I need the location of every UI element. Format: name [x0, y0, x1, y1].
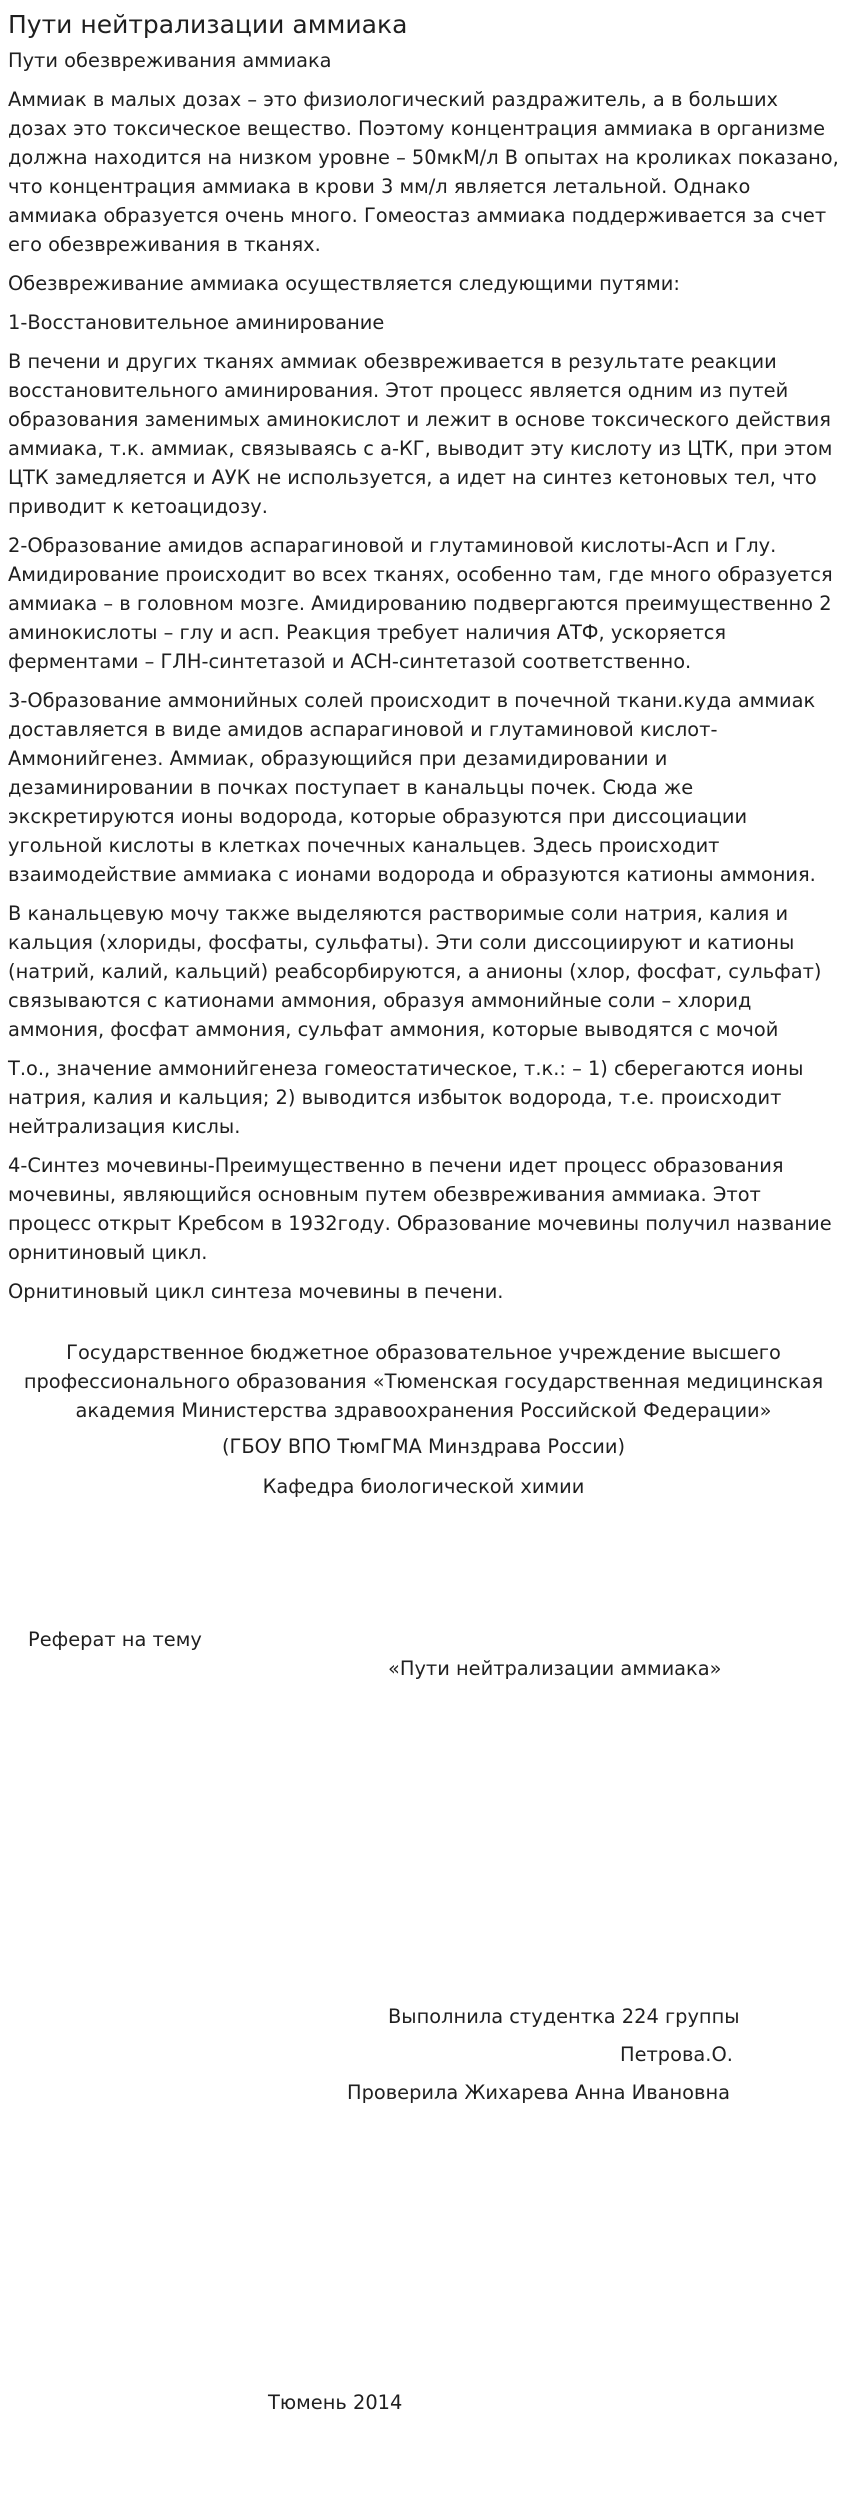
institution-abbreviation: (ГБОУ ВПО ТюмГМА Минздрава России): [221, 1435, 626, 1458]
institution-name: Государственное бюджетное образовательное учреждение высшего профессионального образования «Тюменская государственная медицинская академия Министерства здравоохранения Российской Федерации»: [23, 1341, 824, 1422]
performed-by: Выполнила студентка 224 группы: [388, 2005, 740, 2028]
paragraph: Орнитиновый цикл синтеза мочевины в печени.: [8, 1280, 504, 1303]
student-name: Петрова.О.: [620, 2043, 733, 2066]
paragraph: В печени и других тканях аммиак обезвреживается в результате реакции восстановительного аминирования. Этот процесс является одним из путей образования заменимых аминокислот и лежит в основе токсического действия аммиака, т.к. аммиак, связываясь с а-КГ, выводит эту кислоту из ЦТК, при этом ЦТК замедляется и АУК не используется, а идет на синтез кетоновых тел, что приводит к кетоацидозу.: [8, 350, 833, 518]
paragraph: В канальцевую мочу также выделяются растворимые соли натрия, калия и кальция (хлориды, фосфаты, сульфаты). Эти соли диссоциируют и катионы (натрий, калий, кальций) реабсорбируются, а анионы (хлор, фосфат, сульфат) связываются с катионами аммония, образуя аммонийные соли – хлорид аммония, фосфат аммония, сульфат аммония, которые выводятся с мочой: [8, 902, 822, 1041]
essay-label: Реферат на тему: [28, 1628, 202, 1651]
paragraph: 1-Восстановительное аминирование: [8, 311, 385, 334]
paragraph: 3-Образование аммонийных солей происходит в почечной ткани.куда аммиак доставляется в виде амидов аспарагиновой и глутаминовой кислот-Аммонийгенез. Аммиак, образующийся при дезамидировании и дезаминировании в почках поступает в канальцы почек. Сюда же экскретируются ионы водорода, которые образуются при диссоциации угольной кислоты в клетках почечных канальцев. Здесь происходит взаимодействие аммиака с ионами водорода и образуются катионы аммония.: [8, 689, 816, 886]
paragraph: Т.о., значение аммонийгенеза гомеостатическое, т.к.: – 1) сберегаются ионы натрия, калия и кальция; 2) выводится избыток водорода, т.е. происходит нейтрализация кислы.: [8, 1057, 804, 1138]
paragraph: 4-Синтез мочевины-Преимущественно в печени идет процесс образования мочевины, являющийся основным путем обезвреживания аммиака. Этот процесс открыт Кребсом в 1932году. Образование мочевины получил название орнитиновый цикл.: [8, 1154, 832, 1264]
paragraph: Обезвреживание аммиака осуществляется следующими путями:: [8, 272, 680, 295]
section-heading: Пути обезвреживания аммиака: [8, 49, 332, 72]
paragraph: Аммиак в малых дозах – это физиологический раздражитель, а в больших дозах это токсическое вещество. Поэтому концентрация аммиака в организме должна находится на низком уровне – 50мкМ/л В опытах на кроликах показано, что концентрация аммиака в крови 3 мм/л является летальной. Однако аммиака образуется очень много. Гомеостаз аммиака поддерживается за счет его обезвреживания в тканях.: [8, 88, 839, 256]
document-title: Пути нейтрализации аммиака: [8, 10, 408, 39]
document-body: [8, 46, 842, 1316]
department-name: Кафедра биологической химии: [262, 1475, 585, 1498]
city-year: Тюмень 2014: [268, 2391, 403, 2414]
checked-by: Проверила Жихарева Анна Ивановна: [347, 2081, 731, 2104]
paragraph: 2-Образование амидов аспарагиновой и глутаминовой кислоты-Асп и Глу. Амидирование происходит во всех тканях, особенно там, где много образуется аммиака – в головном мозге. Амидированию подвергаются преимущественно 2 аминокислоты – глу и асп. Реакция требует наличия АТФ, ускоряется ферментами – ГЛН-синтетазой и АСН-синтетазой соответственно.: [8, 534, 833, 673]
essay-topic: «Пути нейтрализации аммиака»: [388, 1657, 722, 1680]
